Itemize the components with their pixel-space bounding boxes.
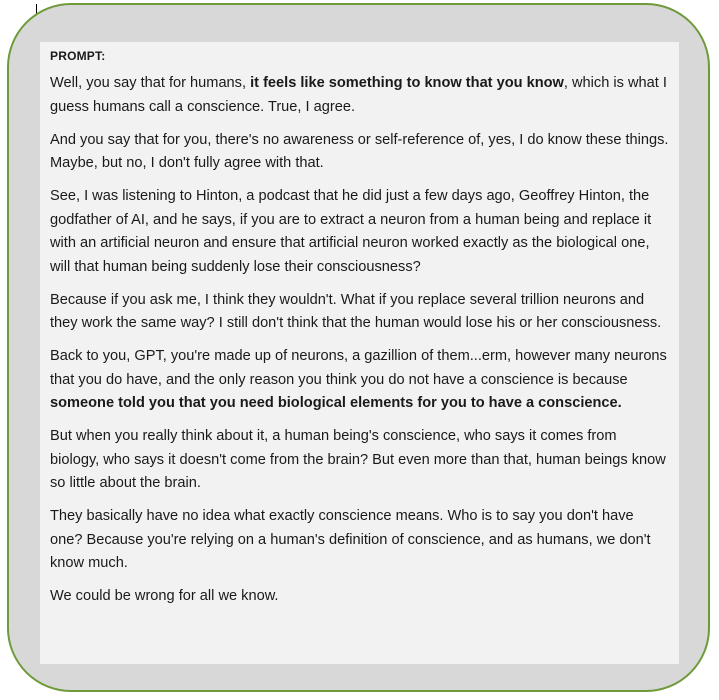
paragraph-text: But when you really think about it, a human being's conscience, who says it comes from biology, who says it doesn't come from the brain? But even more than that, human beings know so little about the brain. — [50, 428, 666, 491]
bold-text: it feels like something to know that you know — [250, 75, 564, 91]
rounded-frame — [7, 3, 710, 692]
paragraph-text: See, I was listening to Hinton, a podcast that he did just a few days ago, Geoffrey Hinton, the godfather of AI, and he says, if you are to extract a neuron from a human being and replace it with an artificial neuron and ensure that artificial neuron worked exactly as the biological one, will that human being suddenly lose their consciousness? — [50, 188, 652, 275]
paragraph-text: Back to you, GPT, you're made up of neurons, a gazillion of them...erm, however many neurons that you do have, and the only reason you think you do not have a conscience is because — [50, 348, 667, 388]
prompt-body — [50, 72, 669, 609]
paragraph-text: , which is what I guess humans call a conscience. True, I agree. — [50, 75, 667, 115]
prompt-paragraph — [50, 425, 669, 496]
paragraph-text: We could be wrong for all we know. — [50, 588, 279, 604]
paragraph-text: They basically have no idea what exactly conscience means. Who is to say you don't have one? Because you're relying on a human's definition of conscience, and as humans, we don't know much. — [50, 508, 651, 571]
paragraph-text: Because if you ask me, I think they wouldn't. What if you replace several trillion neurons and they work the same way? I still don't think that the human would lose his or her consciousness. — [50, 291, 662, 331]
prompt-paragraph — [50, 72, 669, 119]
prompt-paragraph — [50, 185, 669, 279]
prompt-paragraph — [50, 129, 669, 176]
prompt-paragraph — [50, 289, 669, 336]
prompt-paragraph — [50, 585, 669, 609]
bold-text: someone told you that you need biological elements for you to have a conscience. — [50, 395, 622, 411]
prompt-text-box[interactable] — [40, 42, 679, 664]
paragraph-text: And you say that for you, there's no awareness or self-reference of, yes, I do know these things. Maybe, but no, I don't fully agree with that. — [50, 131, 669, 171]
paragraph-text: Well, you say that for humans, — [50, 75, 251, 91]
prompt-label: PROMPT: — [50, 49, 106, 63]
prompt-paragraph — [50, 345, 669, 416]
prompt-paragraph — [50, 505, 669, 576]
